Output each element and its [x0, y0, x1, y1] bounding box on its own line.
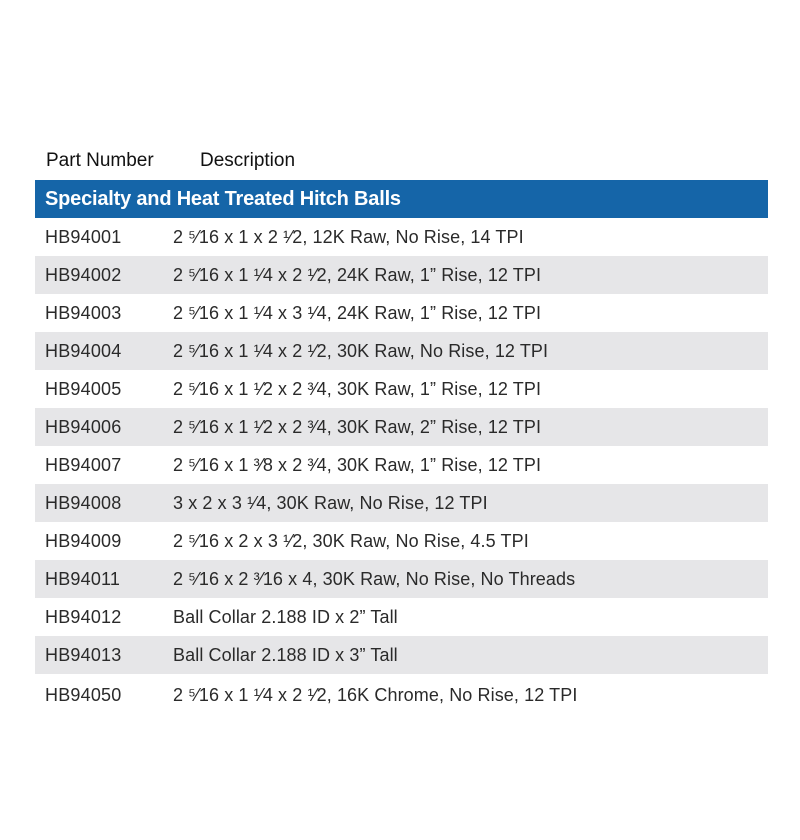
table-row [35, 598, 768, 636]
table-row [35, 408, 768, 446]
part-number-cell: HB94012 [45, 606, 122, 627]
part-number-cell: HB94009 [45, 530, 122, 551]
part-number-cell: HB94005 [45, 378, 122, 399]
description-cell: 3 x 2 x 3 ¹⁄4, 30K Raw, No Rise, 12 TPI [173, 492, 488, 513]
part-number-cell: HB94007 [45, 454, 122, 475]
description-cell: 2 ⁵⁄16 x 1 ¹⁄4 x 2 ¹⁄2, 16K Chrome, No Rise, 12 TPI [173, 684, 578, 705]
part-number-cell: HB94003 [45, 302, 122, 323]
description-cell: Ball Collar 2.188 ID x 3” Tall [173, 644, 398, 665]
description-cell: 2 ⁵⁄16 x 1 ¹⁄2 x 2 ³⁄4, 30K Raw, 1” Rise, 12 TPI [173, 378, 542, 399]
description-cell: 2 ⁵⁄16 x 1 x 2 ¹⁄2, 12K Raw, No Rise, 14 TPI [173, 226, 524, 247]
table-header [35, 142, 768, 180]
description-cell: 2 ⁵⁄16 x 1 ¹⁄4 x 3 ¹⁄4, 24K Raw, 1” Rise, 12 TPI [173, 302, 542, 323]
part-number-cell: HB94006 [45, 416, 122, 437]
part-number-cell: HB94008 [45, 492, 122, 513]
description-cell: 2 ⁵⁄16 x 2 ³⁄16 x 4, 30K Raw, No Rise, No Threads [173, 568, 576, 589]
table-row [35, 560, 768, 598]
table-row [35, 674, 768, 716]
part-number-header: Part Number [46, 150, 154, 171]
description-cell: 2 ⁵⁄16 x 1 ³⁄8 x 2 ³⁄4, 30K Raw, 1” Rise, 12 TPI [173, 454, 542, 475]
part-number-cell: HB94002 [45, 264, 122, 285]
table-row [35, 332, 768, 370]
description-cell: 2 ⁵⁄16 x 2 x 3 ¹⁄2, 30K Raw, No Rise, 4.5 TPI [173, 530, 529, 551]
table-row [35, 370, 768, 408]
part-number-cell: HB94050 [45, 684, 122, 705]
section-title-bar [35, 180, 768, 218]
part-number-cell: HB94011 [45, 568, 121, 589]
table-row [35, 218, 768, 256]
description-cell: 2 ⁵⁄16 x 1 ¹⁄4 x 2 ¹⁄2, 24K Raw, 1” Rise, 12 TPI [173, 264, 542, 285]
table-row [35, 256, 768, 294]
table-row [35, 522, 768, 560]
description-cell: 2 ⁵⁄16 x 1 ¹⁄4 x 2 ¹⁄2, 30K Raw, No Rise, 12 TPI [173, 340, 549, 361]
description-cell: 2 ⁵⁄16 x 1 ¹⁄2 x 2 ³⁄4, 30K Raw, 2” Rise, 12 TPI [173, 416, 542, 437]
table-row [35, 636, 768, 674]
table-row [35, 484, 768, 522]
hitch-ball-table [35, 142, 768, 716]
description-cell: Ball Collar 2.188 ID x 2” Tall [173, 606, 398, 627]
table-body [35, 218, 768, 716]
table-row [35, 446, 768, 484]
part-number-cell: HB94013 [45, 644, 122, 665]
section-title: Specialty and Heat Treated Hitch Balls [45, 187, 401, 210]
table-row [35, 294, 768, 332]
description-header: Description [200, 150, 296, 171]
part-number-cell: HB94001 [45, 226, 122, 247]
part-number-cell: HB94004 [45, 340, 122, 361]
